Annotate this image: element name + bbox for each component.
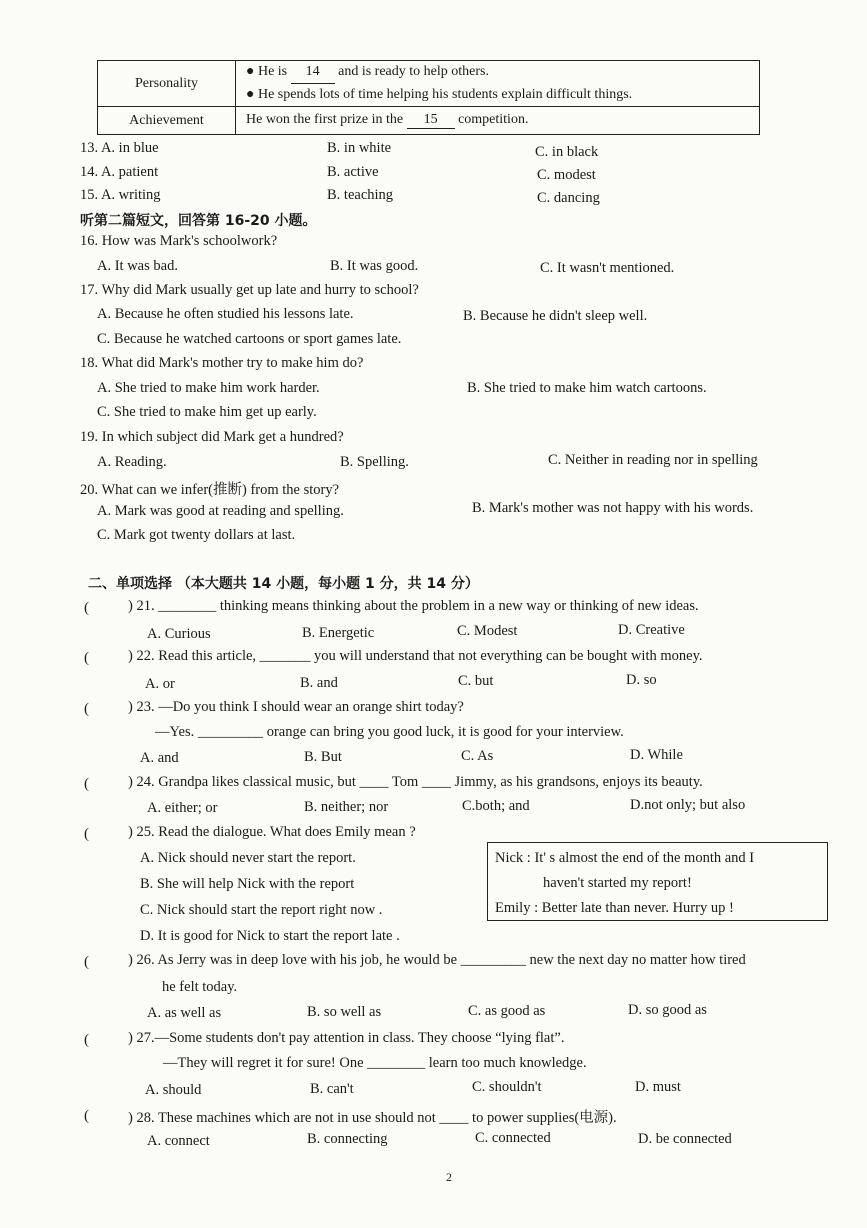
q23-option-c: C. As [461,748,494,764]
q28-question: ) 28. These machines which are not in use should not ____ to power supplies(电源). [128,1110,617,1126]
q26-option-a: A. as well as [147,1005,222,1021]
section2-title: 二、单项选择 （本大题共 14 小题，每小题 1 分，共 14 分） [88,576,479,592]
q15-option-a: 15. A. writing [80,187,161,203]
blank-15: 15 [407,112,455,129]
q26-paren: ( [84,954,89,970]
q24-option-b: B. neither; nor [304,799,389,815]
q23-question-2: —Yes. _________ orange can bring you good luck, it is good for your interview. [155,724,624,740]
q24-option-c: C.both; and [462,798,530,814]
q16-question: 16. How was Mark's schoolwork? [80,233,278,249]
q19-question: 19. In which subject did Mark get a hundred? [80,429,344,445]
q18-question: 18. What did Mark's mother try to make him do? [80,355,364,371]
q25-option-b: B. She will help Nick with the report [140,876,355,892]
q16-option-a: A. It was bad. [97,258,178,274]
q28-option-d: D. be connected [638,1131,732,1147]
q23-option-b: B. But [304,749,342,765]
blank-14: 14 [291,61,335,84]
q27-option-c: C. shouldn't [472,1079,542,1095]
q18-option-b: B. She tried to make him watch cartoons. [467,380,707,396]
q14-option-c: C. modest [537,167,596,183]
q22-question: ) 22. Read this article, _______ you will understand that not everything can be bought with money. [128,648,703,664]
q21-option-a: A. Curious [147,626,211,642]
q20-option-c: C. Mark got twenty dollars at last. [97,527,296,543]
q22-option-d: D. so [626,672,657,688]
q27-option-a: A. should [145,1082,202,1098]
q14-option-b: B. active [327,164,379,180]
q17-option-a: A. Because he often studied his lessons late. [97,306,354,322]
q26-question: ) 26. As Jerry was in deep love with his job, he would be _________ new the next day no matter how tired [128,952,746,968]
q22-paren: ( [84,650,89,666]
q28-paren: ( [84,1108,89,1124]
dialogue-box [487,842,828,921]
dialogue-line-1: Nick : It' s almost the end of the month and I [495,850,755,866]
q18-option-a: A. She tried to make him work harder. [97,380,320,396]
q22-option-a: A. or [145,676,175,692]
achievement-cell: He won the first prize in the 15 competition. [236,107,760,135]
q23-question: ) 23. —Do you think I should wear an orange shirt today? [128,699,464,715]
dialogue-line-3: Emily : Better late than never. Hurry up ! [495,900,734,916]
info-table [97,60,760,135]
dialogue-line-2: haven't started my report! [543,875,692,891]
q13-option-b: B. in white [327,140,392,156]
q13-option-a: 13. A. in blue [80,140,159,156]
q27-option-b: B. can't [310,1081,354,1097]
q25-paren: ( [84,826,89,842]
q28-option-a: A. connect [147,1133,210,1149]
q26-option-c: C. as good as [468,1003,546,1019]
q14-option-a: 14. A. patient [80,164,159,180]
q26-option-b: B. so well as [307,1004,382,1020]
q15-option-b: B. teaching [327,187,394,203]
q28-option-c: C. connected [475,1130,551,1146]
q26-question-2: he felt today. [162,979,238,995]
q13-option-c: C. in black [535,144,599,160]
q25-option-c: C. Nick should start the report right now . [140,902,383,918]
q25-question: ) 25. Read the dialogue. What does Emily mean ? [128,824,416,840]
q20-option-b: B. Mark's mother was not happy with his words. [472,500,754,516]
q25-option-a: A. Nick should never start the report. [140,850,356,866]
q20-option-a: A. Mark was good at reading and spelling. [97,503,344,519]
q21-paren: ( [84,600,89,616]
q24-option-a: A. either; or [147,800,218,816]
q27-paren: ( [84,1032,89,1048]
personality-line-2: ● He spends lots of time helping his students explain difficult things. [246,87,633,102]
q22-option-b: B. and [300,675,338,691]
q26-option-d: D. so good as [628,1002,707,1018]
q19-option-a: A. Reading. [97,454,167,470]
q16-option-b: B. It was good. [330,258,419,274]
page-number: 2 [446,1170,452,1184]
q23-option-a: A. and [140,750,179,766]
q16-option-c: C. It wasn't mentioned. [540,260,675,276]
personality-label: Personality [98,61,236,107]
q21-question: ) 21. ________ thinking means thinking about the problem in a new way or thinking of new ideas. [128,598,699,614]
personality-line-1: ● He is 14 and is ready to help others. [246,61,749,84]
q27-question-2: —They will regret it for sure! One ________ learn too much knowledge. [163,1055,587,1071]
q23-paren: ( [84,701,89,717]
q22-option-c: C. but [458,673,494,689]
q27-option-d: D. must [635,1079,681,1095]
q24-question: ) 24. Grandpa likes classical music, but ____ Tom ____ Jimmy, as his grandsons, enjoys its beauty. [128,774,703,790]
q28-option-b: B. connecting [307,1131,388,1147]
q23-option-d: D. While [630,747,683,763]
q15-option-c: C. dancing [537,190,600,206]
q21-option-d: D. Creative [618,622,685,638]
q18-option-c: C. She tried to make him get up early. [97,404,317,420]
personality-cell [236,61,760,107]
q19-option-c: C. Neither in reading nor in spelling [548,452,758,468]
q17-question: 17. Why did Mark usually get up late and hurry to school? [80,282,419,298]
q27-question: ) 27.—Some students don't pay attention in class. They choose “lying flat”. [128,1030,565,1046]
q21-option-b: B. Energetic [302,625,375,641]
q25-option-d: D. It is good for Nick to start the report late . [140,928,400,944]
passage2-title: 听第二篇短文，回答第 16-20 小题。 [80,213,317,229]
achievement-label: Achievement [98,107,236,135]
q17-option-b: B. Because he didn't sleep well. [463,308,648,324]
q20-question: 20. What can we infer(推断) from the story? [80,482,340,498]
q21-option-c: C. Modest [457,623,518,639]
q24-option-d: D.not only; but also [630,797,746,813]
q19-option-b: B. Spelling. [340,454,409,470]
q17-option-c: C. Because he watched cartoons or sport games late. [97,331,402,347]
q24-paren: ( [84,776,89,792]
